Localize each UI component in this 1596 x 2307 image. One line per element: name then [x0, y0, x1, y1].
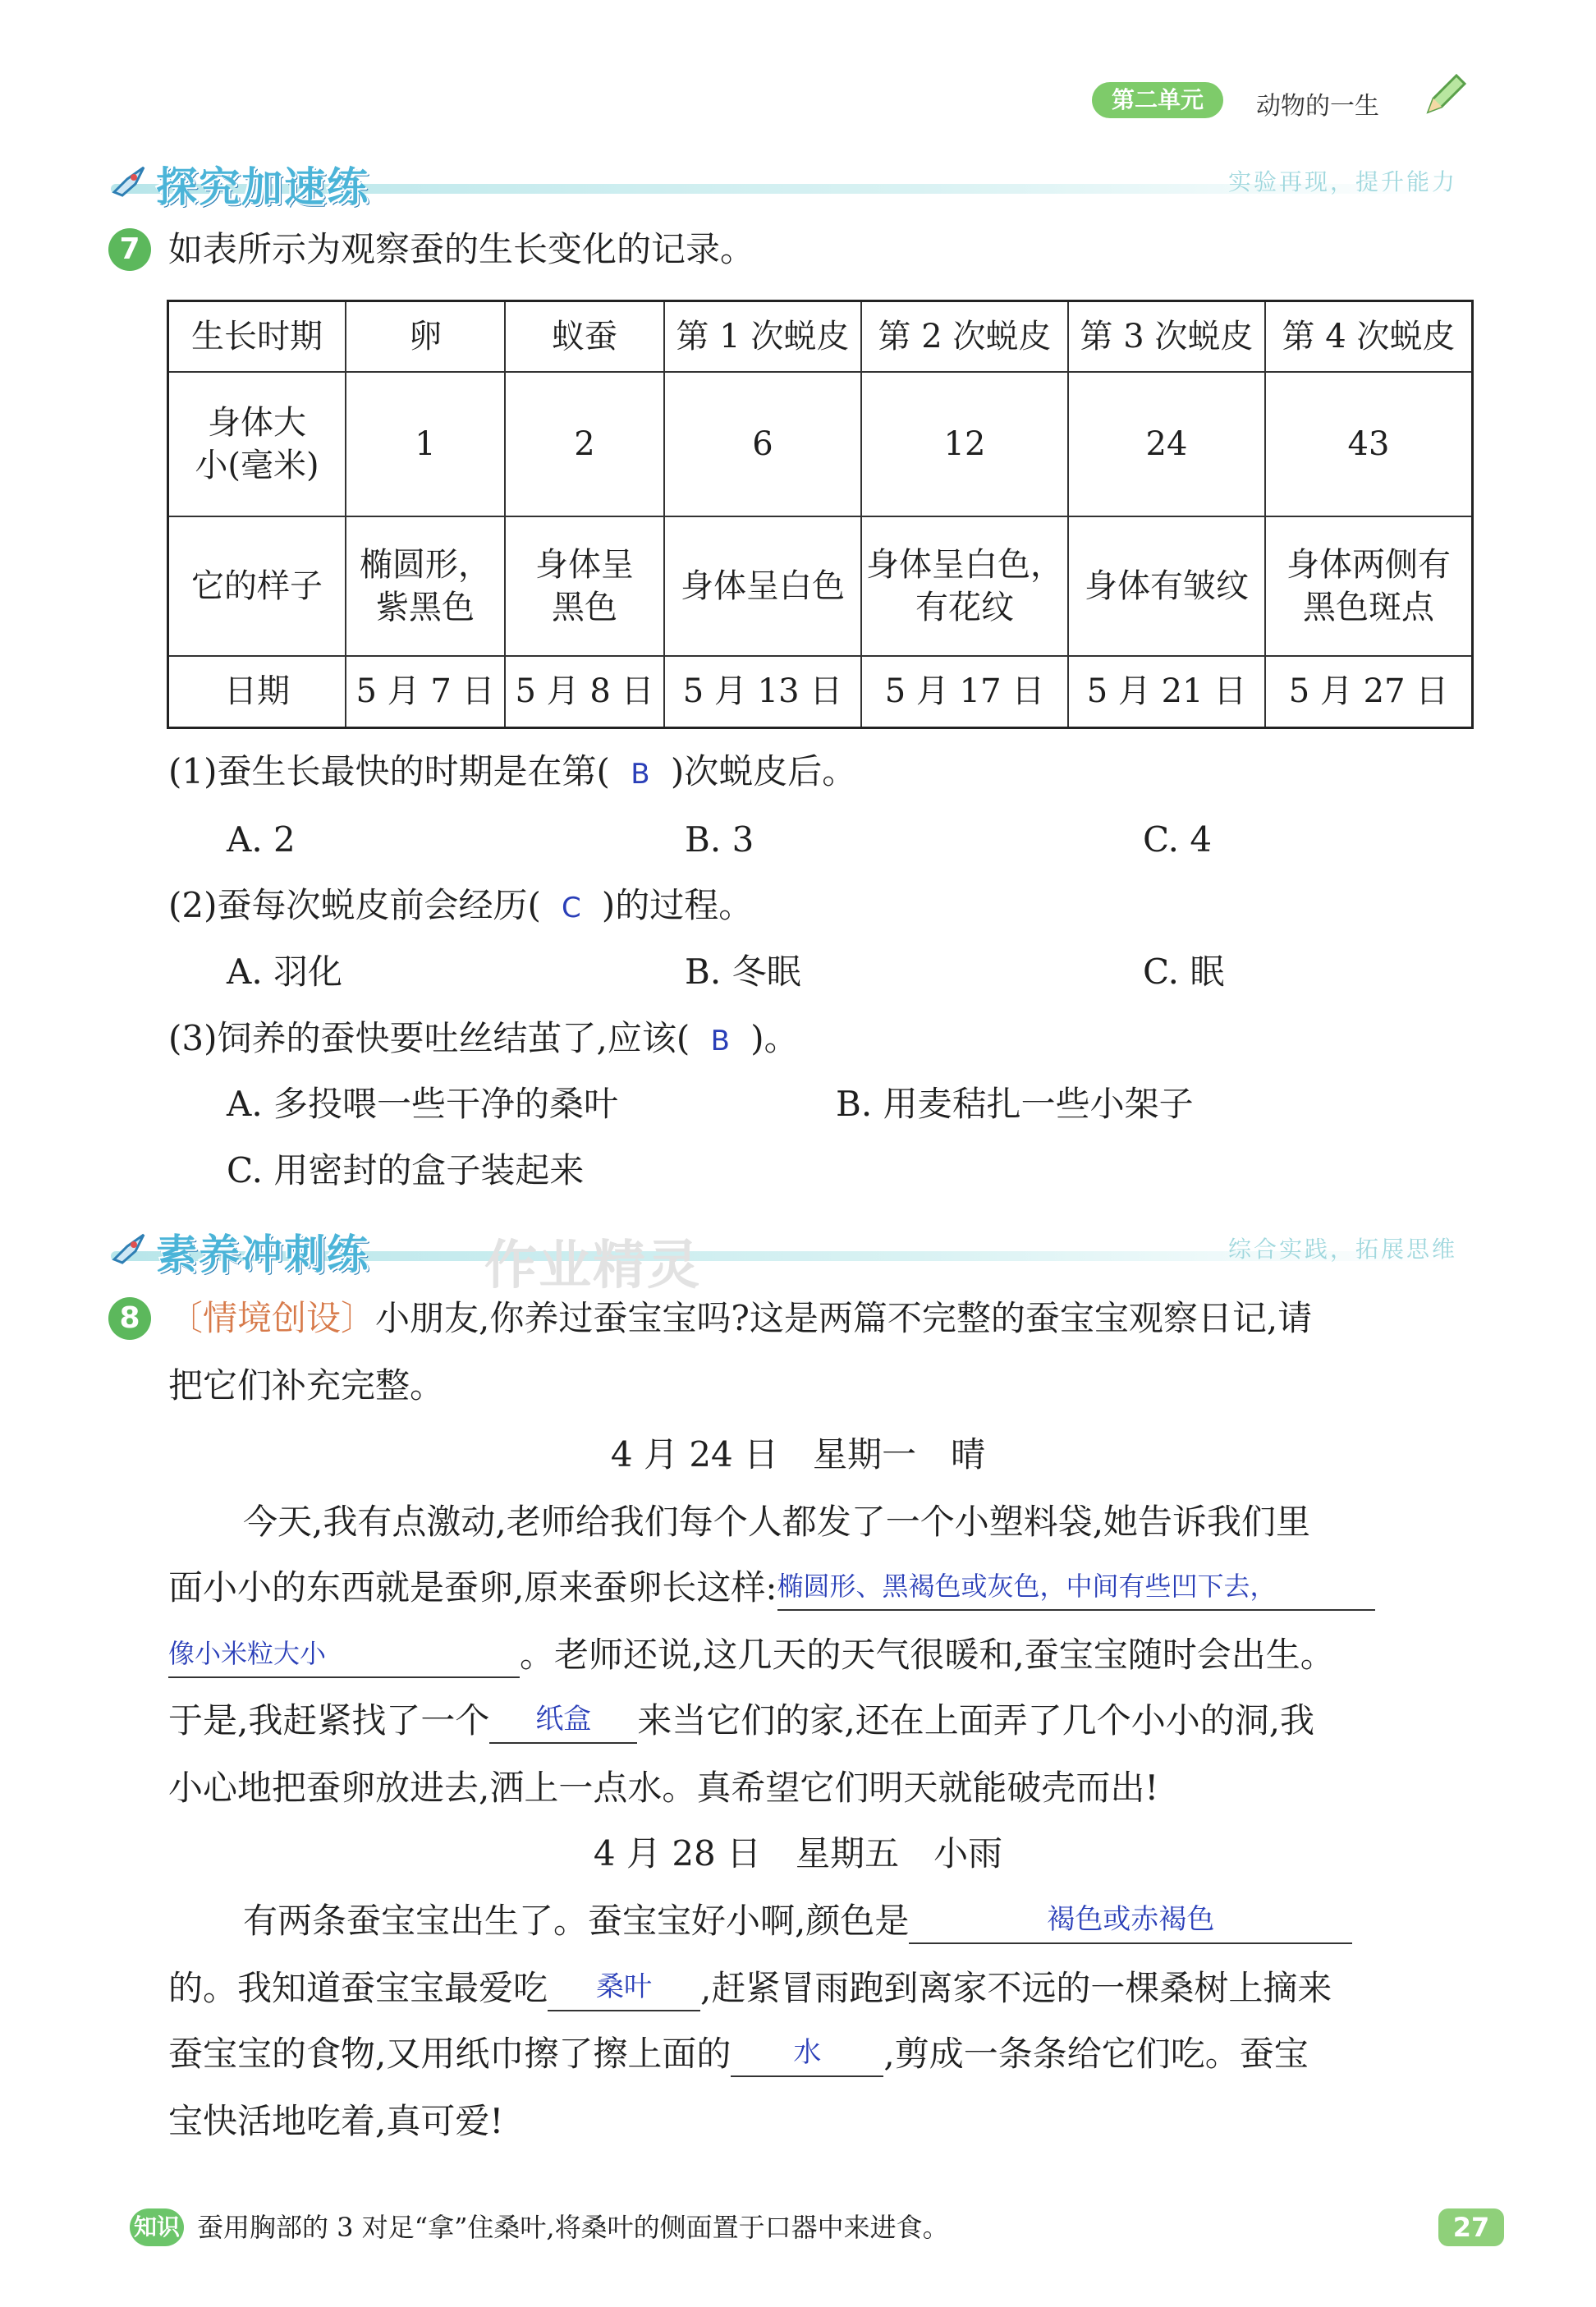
subquestion-1: (1)蚕生长最快的时期是在第( B )次蜕皮后。	[168, 749, 856, 797]
answer-blank: 椭圆形、黑褐色或灰色，中间有些凹下去，	[777, 1566, 1375, 1611]
question-number: 7	[108, 228, 151, 271]
table-row-label: 日期	[168, 656, 346, 728]
table-cell: 12	[861, 372, 1068, 516]
table-cell: 5 月 21 日	[1068, 656, 1265, 728]
diary-line: 有两条蚕宝宝出生了。蚕宝宝好小啊,颜色是 褐色或赤褐色	[243, 1898, 1352, 1944]
table-cell: 43	[1265, 372, 1473, 516]
question-stem-cont: 把它们补充完整。	[168, 1365, 445, 1406]
diary-line: 今天,我有点激动,老师给我们每个人都发了一个小塑料袋,她告诉我们里	[243, 1502, 1311, 1542]
option: C. 眠	[1143, 952, 1225, 992]
diary-line: 宝快活地吃着,真可爱!	[168, 2101, 504, 2141]
subquestion-3: (3)饲养的蚕快要吐丝结茧了,应该( B )。	[168, 1016, 799, 1064]
table-cell: 5 月 13 日	[664, 656, 861, 728]
table-cell: 身体有皱纹	[1068, 516, 1265, 656]
answer-blank: 纸盒	[489, 1699, 637, 1744]
diary-heading: 4 月 28 日 星期五 小雨	[593, 1833, 1003, 1874]
table-cell: 5 月 27 日	[1265, 656, 1473, 728]
diary-line: 面小小的东西就是蚕卵,原来蚕卵长这样:椭圆形、黑褐色或灰色，中间有些凹下去，	[168, 1565, 1375, 1611]
page-number: 27	[1438, 2208, 1504, 2246]
option: B. 3	[685, 819, 754, 860]
table-cell: 6	[664, 372, 861, 516]
footer-text: 蚕用胸部的 3 对足“拿”住桑叶,将桑叶的侧面置于口器中来进食。	[197, 2212, 949, 2243]
table-cell: 身体呈 黑色	[505, 516, 664, 656]
table-cell: 身体两侧有 黑色斑点	[1265, 516, 1473, 656]
section-title: 素养冲刺练	[156, 1231, 369, 1278]
diary-line: 蚕宝宝的食物,又用纸巾擦了擦上面的 水 ,剪成一条条给它们吃。蚕宝	[168, 2031, 1309, 2077]
section-subtitle: 实验再现，提升能力	[1227, 168, 1457, 195]
table-cell: 身体呈白色， 有花纹	[861, 516, 1068, 656]
table-header-cell: 卵	[346, 301, 505, 372]
table-cell: 5 月 8 日	[505, 656, 664, 728]
pencil-icon	[1420, 71, 1470, 120]
answer-blank: 像小米粒大小	[168, 1634, 520, 1678]
table-row-label: 身体大 小(毫米)	[168, 372, 346, 516]
unit-tag: 第二单元	[1092, 82, 1223, 118]
table-header-cell: 蚁蚕	[505, 301, 664, 372]
question-number: 8	[108, 1297, 151, 1340]
answer-blank: 水	[731, 2033, 883, 2077]
diary-heading: 4 月 24 日 星期一 晴	[610, 1434, 986, 1475]
diary-line: 的。我知道蚕宝宝最爱吃 桑叶 ,赶紧冒雨跑到离家不远的一棵桑树上摘来	[168, 1965, 1332, 2011]
table-header-cell: 第 1 次蜕皮	[664, 301, 861, 372]
option: C. 4	[1143, 819, 1213, 860]
option: C. 用密封的盒子装起来	[227, 1150, 585, 1190]
option: B. 用麦秸扎一些小架子	[836, 1084, 1194, 1124]
table-header-cell: 第 4 次蜕皮	[1265, 301, 1473, 372]
rocket-icon	[111, 1231, 150, 1264]
option: A. 2	[227, 819, 296, 860]
section-banner-explore	[111, 154, 1457, 211]
table-header-cell: 第 2 次蜕皮	[861, 301, 1068, 372]
unit-title: 动物的一生	[1256, 92, 1379, 121]
table-cell: 身体呈白色	[664, 516, 861, 656]
section-subtitle: 综合实践，拓展思维	[1227, 1236, 1457, 1263]
table-header-cell: 第 3 次蜕皮	[1068, 301, 1265, 372]
table-row-label: 它的样子	[168, 516, 346, 656]
table-cell: 5 月 17 日	[861, 656, 1068, 728]
table-cell: 5 月 7 日	[346, 656, 505, 728]
diary-line: 小心地把蚕卵放进去,洒上一点水。真希望它们明天就能破壳而出!	[168, 1768, 1159, 1808]
table-cell: 2	[505, 372, 664, 516]
knowledge-window-tag: 知识窗	[130, 2208, 184, 2246]
option: A. 多投喂一些干净的桑叶	[227, 1084, 619, 1124]
table-cell: 椭圆形， 紫黑色	[346, 516, 505, 656]
table-cell: 24	[1068, 372, 1265, 516]
answer-blank: 桑叶	[548, 1967, 700, 2011]
section-banner-literacy	[111, 1222, 1457, 1278]
answer-mark: C	[562, 892, 581, 924]
diary-line: 于是,我赶紧找了一个 纸盒 来当它们的家,还在上面弄了几个小小的洞,我	[168, 1698, 1314, 1744]
section-title: 探究加速练	[156, 163, 369, 211]
watermark: 作业精灵	[484, 1236, 701, 1296]
answer-mark: B	[710, 1025, 730, 1057]
observation-table	[167, 300, 1474, 729]
option: B. 冬眠	[685, 952, 801, 992]
subquestion-2: (2)蚕每次蜕皮前会经历( C )的过程。	[168, 883, 753, 931]
diary-line: 像小米粒大小 。老师还说,这几天的天气很暖和,蚕宝宝随时会出生。	[168, 1632, 1335, 1678]
answer-mark: B	[631, 758, 650, 791]
table-cell: 1	[346, 372, 505, 516]
question-stem: 如表所示为观察蚕的生长变化的记录。	[168, 229, 755, 269]
option: A. 羽化	[227, 952, 343, 992]
table-header-cell: 生长时期	[168, 301, 346, 372]
context-tag: 〔情境创设〕	[168, 1298, 376, 1338]
question-stem: 〔情境创设〕小朋友,你养过蚕宝宝吗?这是两篇不完整的蚕宝宝观察日记,请	[168, 1298, 1313, 1338]
answer-blank: 褐色或赤褐色	[909, 1900, 1352, 1944]
rocket-icon	[111, 164, 150, 197]
